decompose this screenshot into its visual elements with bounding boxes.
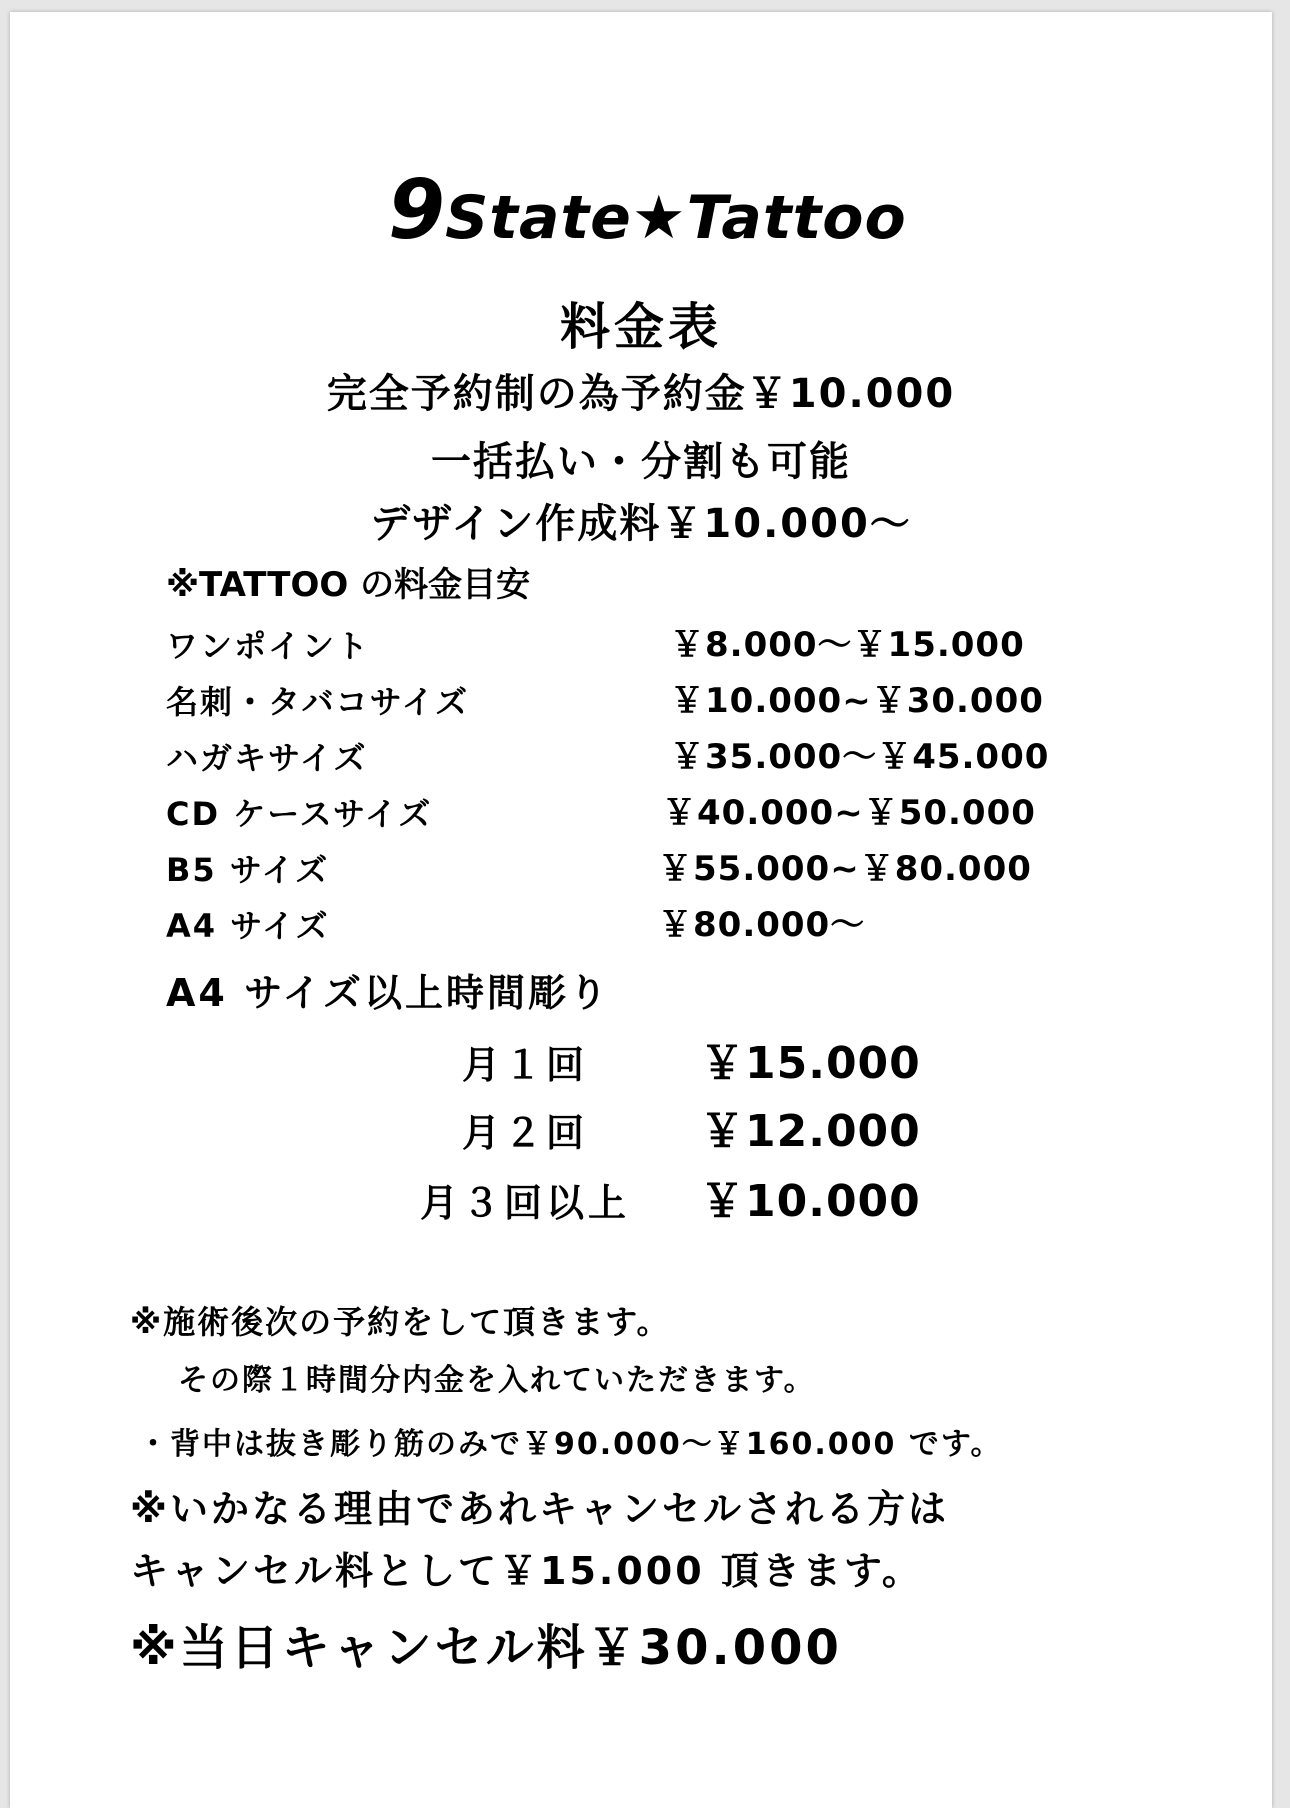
- rate-price: ￥40.000~￥50.000: [662, 793, 1036, 833]
- hourly-price: ￥15.000: [700, 1038, 921, 1089]
- brand-logo: [388, 163, 907, 258]
- cancel-note-2: キャンセル料として￥15.000 頂きます。: [130, 1549, 923, 1593]
- rate-price: ￥35.000～￥45.000: [670, 737, 1050, 777]
- hourly-price: ￥12.000: [700, 1106, 921, 1157]
- rate-label: CD ケースサイズ: [166, 795, 433, 833]
- rate-price: ￥8.000～￥15.000: [670, 625, 1025, 665]
- rate-price: ￥55.000~￥80.000: [658, 849, 1032, 889]
- cancel-note-1: ※いかなる理由であれキャンセルされる方は: [130, 1487, 949, 1531]
- rates-heading: ※TATTOO の料金目安: [166, 565, 531, 605]
- design-fee-line: デザイン作成料￥10.000～: [370, 501, 912, 547]
- next-booking-note: ※施術後次の予約をして頂きます。: [130, 1303, 671, 1341]
- rate-label: B5 サイズ: [166, 851, 330, 889]
- payment-options-line: 一括払い・分割も可能: [431, 439, 851, 485]
- page-title: 料金表: [560, 298, 722, 356]
- rate-price: ￥10.000~￥30.000: [670, 681, 1044, 721]
- deposit-note: その際１時間分内金を入れていただきます。: [178, 1363, 816, 1398]
- hourly-label: 月２回: [462, 1111, 589, 1155]
- same-day-cancel-note: ※当日キャンセル料￥30.000: [130, 1620, 842, 1676]
- rate-label: 名刺・タバコサイズ: [166, 683, 470, 721]
- rate-label: ハガキサイズ: [166, 739, 368, 777]
- brand-name: State★Tattoo: [445, 183, 907, 253]
- reservation-deposit-line: 完全予約制の為予約金￥10.000: [326, 371, 956, 417]
- rate-label: A4 サイズ: [166, 907, 330, 945]
- hourly-heading: A4 サイズ以上時間彫り: [166, 971, 611, 1015]
- brand-nine: 9: [388, 163, 446, 258]
- back-piece-note: ・背中は抜き彫り筋のみで￥90.000～￥160.000 です。: [138, 1427, 1003, 1462]
- hourly-label: 月１回: [462, 1043, 589, 1087]
- hourly-price: ￥10.000: [700, 1176, 921, 1227]
- hourly-label: 月３回以上: [420, 1181, 631, 1225]
- rate-price: ￥80.000～: [658, 905, 866, 945]
- price-sheet: [10, 12, 1272, 1808]
- rate-label: ワンポイント: [166, 627, 371, 665]
